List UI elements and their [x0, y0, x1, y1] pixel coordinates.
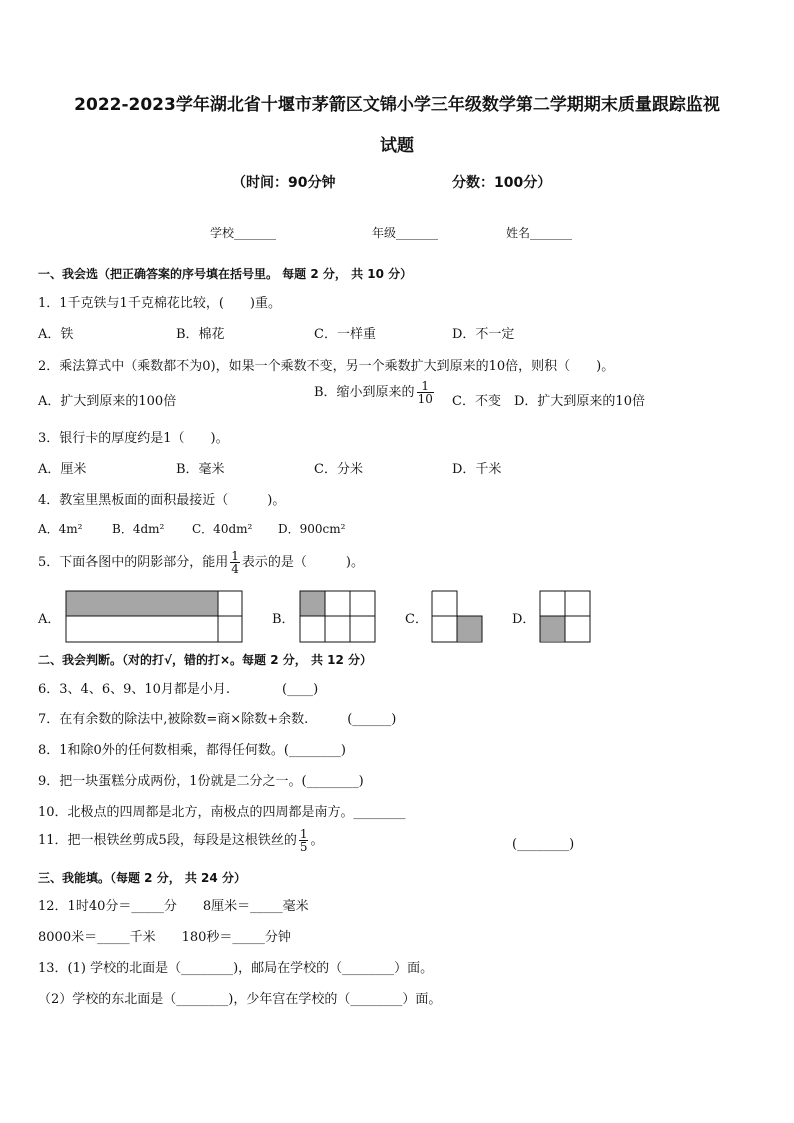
q1-option-a: A．铁	[38, 327, 74, 342]
question-7: 7．在有余数的除法中,被除数=商×除数+余数. (______)	[38, 712, 397, 727]
q5-text-prefix: 5．下面各图中的阴影部分，能用	[38, 555, 229, 570]
question-13-line1: 13．(1) 学校的北面是（________)，邮局在学校的（________）面。	[38, 961, 434, 976]
grade-field: 年级_______	[372, 226, 439, 240]
q1-option-c: C．一样重	[314, 327, 376, 342]
figure-b	[299, 590, 377, 644]
question-4: 4．教室里黑板面的面积最接近（ )。	[38, 493, 286, 508]
q2-option-a: A．扩大到原来的100倍	[38, 394, 177, 409]
question-6: 6．3、4、6、9、10月都是小月. (____)	[38, 682, 319, 697]
fraction-one-fifth	[299, 828, 309, 853]
figure-a	[65, 590, 245, 644]
exam-time: （时间：90分钟	[232, 175, 336, 191]
q5-option-d: D．	[512, 612, 536, 627]
figure-c-shaded-cell	[457, 616, 482, 641]
figure-c	[431, 590, 485, 644]
question-12-line2: 8000米＝_____千米 180秒＝_____分钟	[38, 930, 291, 945]
q2-option-c: C．不变	[452, 394, 501, 409]
question-13-line2: （2）学校的东北面是（________)，少年宫在学校的（________）面。	[38, 992, 442, 1007]
fraction-denominator: 10	[417, 392, 433, 406]
q3-option-c: C．分米	[314, 462, 363, 477]
fraction-numerator: 1	[299, 827, 308, 841]
q5-option-a: A．	[38, 612, 61, 627]
name-field: 姓名_______	[506, 226, 573, 240]
q4-option-d: D．900cm²	[278, 522, 346, 536]
fraction-one-tenth	[417, 380, 434, 405]
question-2: 2．乘法算式中（乘数都不为0)，如果一个乘数不变，另一个乘数扩大到原来的10倍，则积（ )。	[38, 359, 615, 374]
question-11	[38, 828, 323, 853]
q4-option-b: B．4dm²	[112, 522, 165, 536]
fraction-denominator: 5	[299, 840, 308, 854]
fraction-denominator: 4	[231, 562, 239, 576]
fraction-one-quarter	[230, 550, 240, 575]
q4-option-a: A．4m²	[38, 522, 83, 536]
q3-option-a: A．厘米	[38, 462, 87, 477]
question-3: 3．银行卡的厚度约是1（ )。	[38, 431, 229, 446]
exam-score: 分数：100分）	[452, 175, 552, 191]
question-10: 10．北极点的四周都是北方，南极点的四周都是南方。________	[38, 805, 406, 820]
question-12-line1: 12．1时40分＝_____分 8厘米＝_____毫米	[38, 899, 309, 914]
section1-heading: 一、我会选（把正确答案的序号填在括号里。 每题 2 分， 共 10 分）	[38, 267, 413, 281]
school-field: 学校_______	[210, 226, 277, 240]
q2-option-b-text: B．缩小到原来的	[314, 385, 415, 400]
page-title: 2022-2023学年湖北省十堰市茅箭区文锦小学三年级数学第二学期期末质量跟踪监视	[74, 95, 720, 115]
figure-b-shaded-cell	[300, 591, 325, 616]
question-5	[38, 550, 364, 575]
q1-option-d: D．不一定	[452, 327, 515, 342]
fraction-numerator: 1	[231, 549, 239, 563]
figure-a-shaded-cell	[66, 591, 218, 616]
question-8: 8．1和除0外的任何数相乘，都得任何数。(________)	[38, 743, 346, 758]
page-title-line2: 试题	[380, 136, 414, 156]
q5-option-b: B．	[272, 612, 295, 627]
section2-heading: 二、我会判断。（对的打√，错的打×。每题 2 分， 共 12 分）	[38, 653, 372, 667]
q11-answer-blank: (________)	[512, 837, 575, 852]
q3-option-d: D．千米	[452, 462, 502, 477]
question-9: 9．把一块蛋糕分成两份，1份就是二分之一。(________)	[38, 774, 364, 789]
question-1: 1．1千克铁与1千克棉花比较，( )重。	[38, 296, 281, 311]
q11-text-suffix: 。	[310, 833, 324, 848]
q2-option-b	[314, 380, 436, 405]
q11-text-prefix: 11．把一根铁丝剪成5段，每段是这根铁丝的	[38, 833, 297, 848]
q5-option-c: C．	[405, 612, 428, 627]
q5-text-suffix: 表示的是（ )。	[241, 555, 364, 570]
fraction-numerator: 1	[417, 380, 434, 393]
q4-option-c: C．40dm²	[192, 522, 253, 536]
section3-heading: 三、我能填。（每题 2 分， 共 24 分）	[38, 871, 246, 885]
figure-d-shaded-cell	[540, 616, 565, 641]
q1-option-b: B．棉花	[176, 327, 225, 342]
figure-d	[539, 590, 593, 644]
q3-option-b: B．毫米	[176, 462, 225, 477]
q2-option-d: D．扩大到原来的10倍	[514, 394, 645, 409]
